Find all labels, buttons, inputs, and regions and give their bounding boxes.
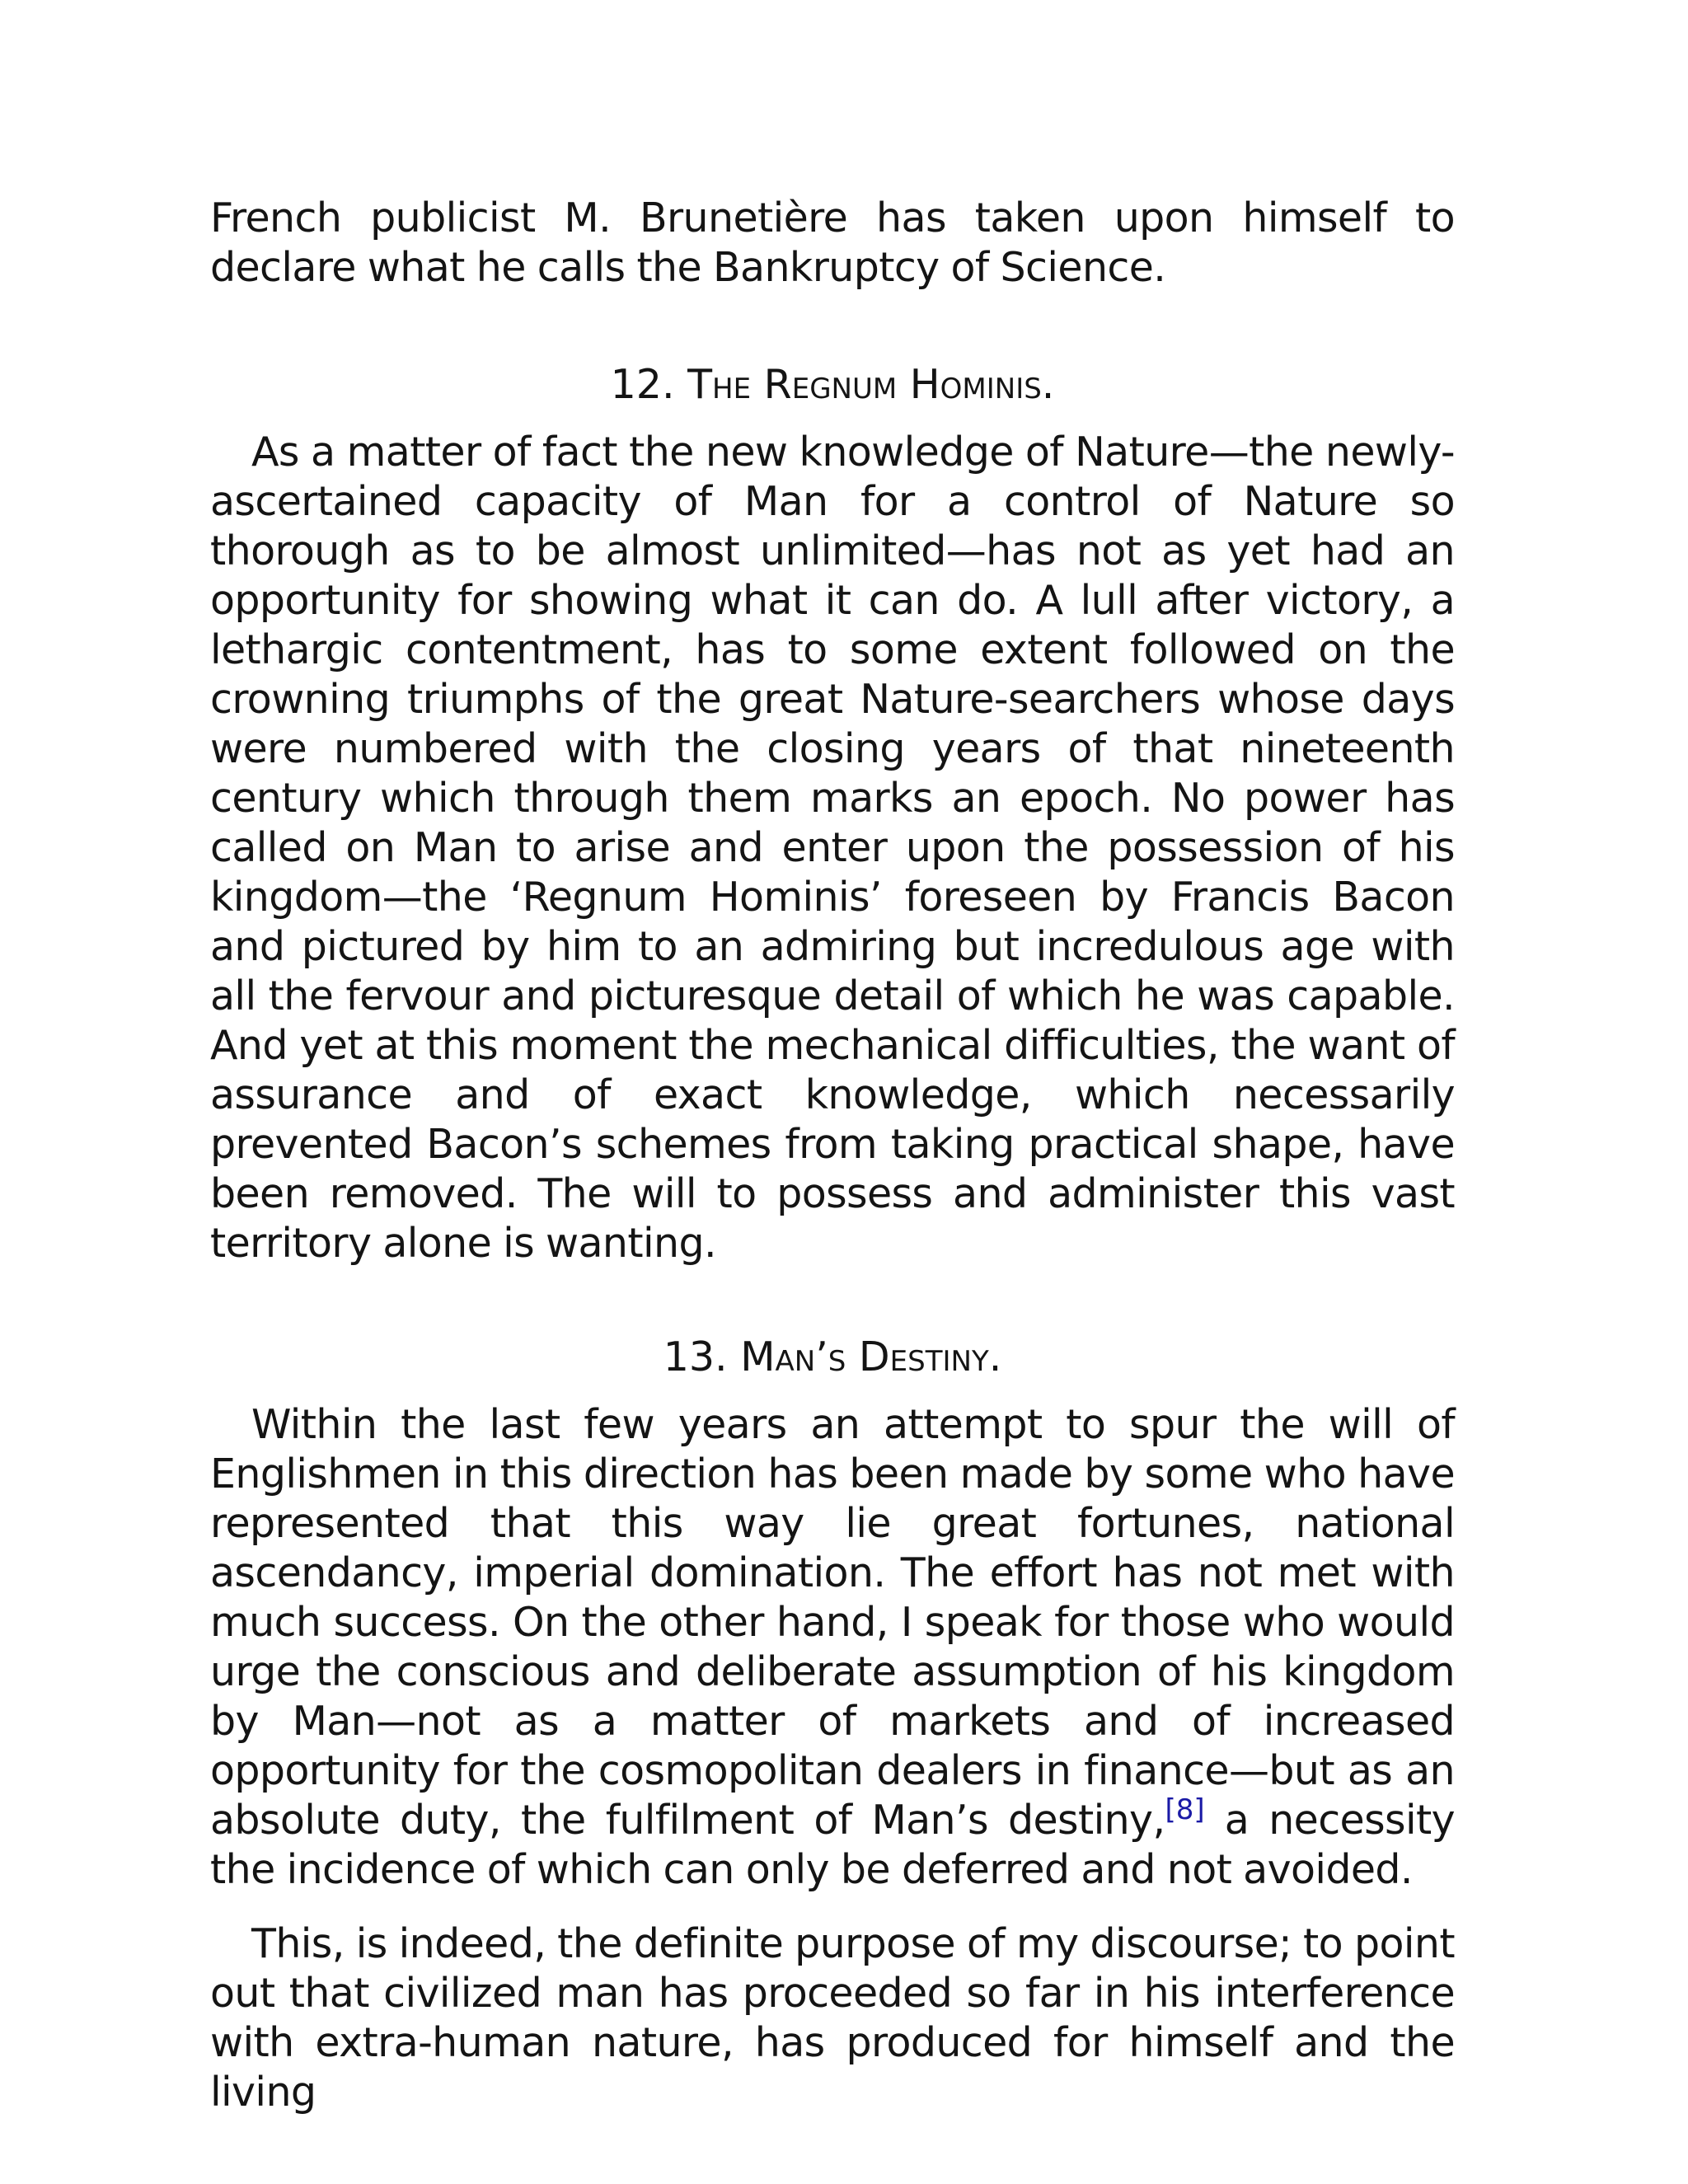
section-12-heading [210, 360, 1455, 410]
section-13-heading [210, 1333, 1455, 1382]
section-13-number: 13. [663, 1333, 728, 1380]
section-12-title: The Regnum Hominis. [687, 361, 1055, 408]
footnote-8-link[interactable]: [8] [1165, 1793, 1205, 1826]
section-12-paragraph: As a matter of fact the new knowledge of Nature—the newly-ascertained capacity of Man for a control of Nature so thorough as to be almost unlimited—has not as yet had an opportunity for showing what it can do. A lull after victory, a lethargic contentment, has to some extent followed on the crowning triumphs of the great Nature-searchers whose days were numbered with the closing years of that nineteenth century which through them marks an epoch. No power has called on Man to arise and enter upon the possession of his kingdom—the ‘Regnum Hominis’ foreseen by Francis Bacon and pictured by him to an admiring but incredulous age with all the fervour and picturesque detail of which he was capable. And yet at this moment the mechanical difficulties, the want of assurance and of exact knowledge, which necessarily prevented Bacon’s schemes from taking practical shape, have been removed. The will to possess and administer this vast territory alone is wanting. [210, 429, 1455, 1267]
section-13-paragraph-1-continuation: a necessity the incidence of which can only be deferred and not avoided. [210, 1797, 1455, 1893]
section-13-paragraph-1-text: Within the last few years an attempt to spur the will of Englishmen in this direction has been made by some who have represented that this way lie great fortunes, national ascendancy, imperial domination. The effort has not met with much success. On the other hand, I speak for those who would urge the conscious and deliberate assumption of his kingdom by Man—not as a matter of markets and of increased opportunity for the cosmopolitan dealers in finance—but as an absolute duty, the fulfilment of Man’s destiny, [210, 1401, 1455, 1844]
section-13-paragraph-1 [210, 1400, 1455, 1895]
section-13-paragraph-2: This, is indeed, the definite purpose of my discourse; to point out that civilized man has proceeded so far in his interference with extra-human nature, has produced for himself and the living [210, 1920, 1455, 2116]
intro-paragraph: French publicist M. Brunetière has taken upon himself to declare what he calls the Bankruptcy of Science. [210, 194, 1455, 291]
section-12-number: 12. [610, 361, 675, 408]
section-13-title: Man’s Destiny. [740, 1333, 1002, 1380]
page-body [210, 194, 1455, 2117]
